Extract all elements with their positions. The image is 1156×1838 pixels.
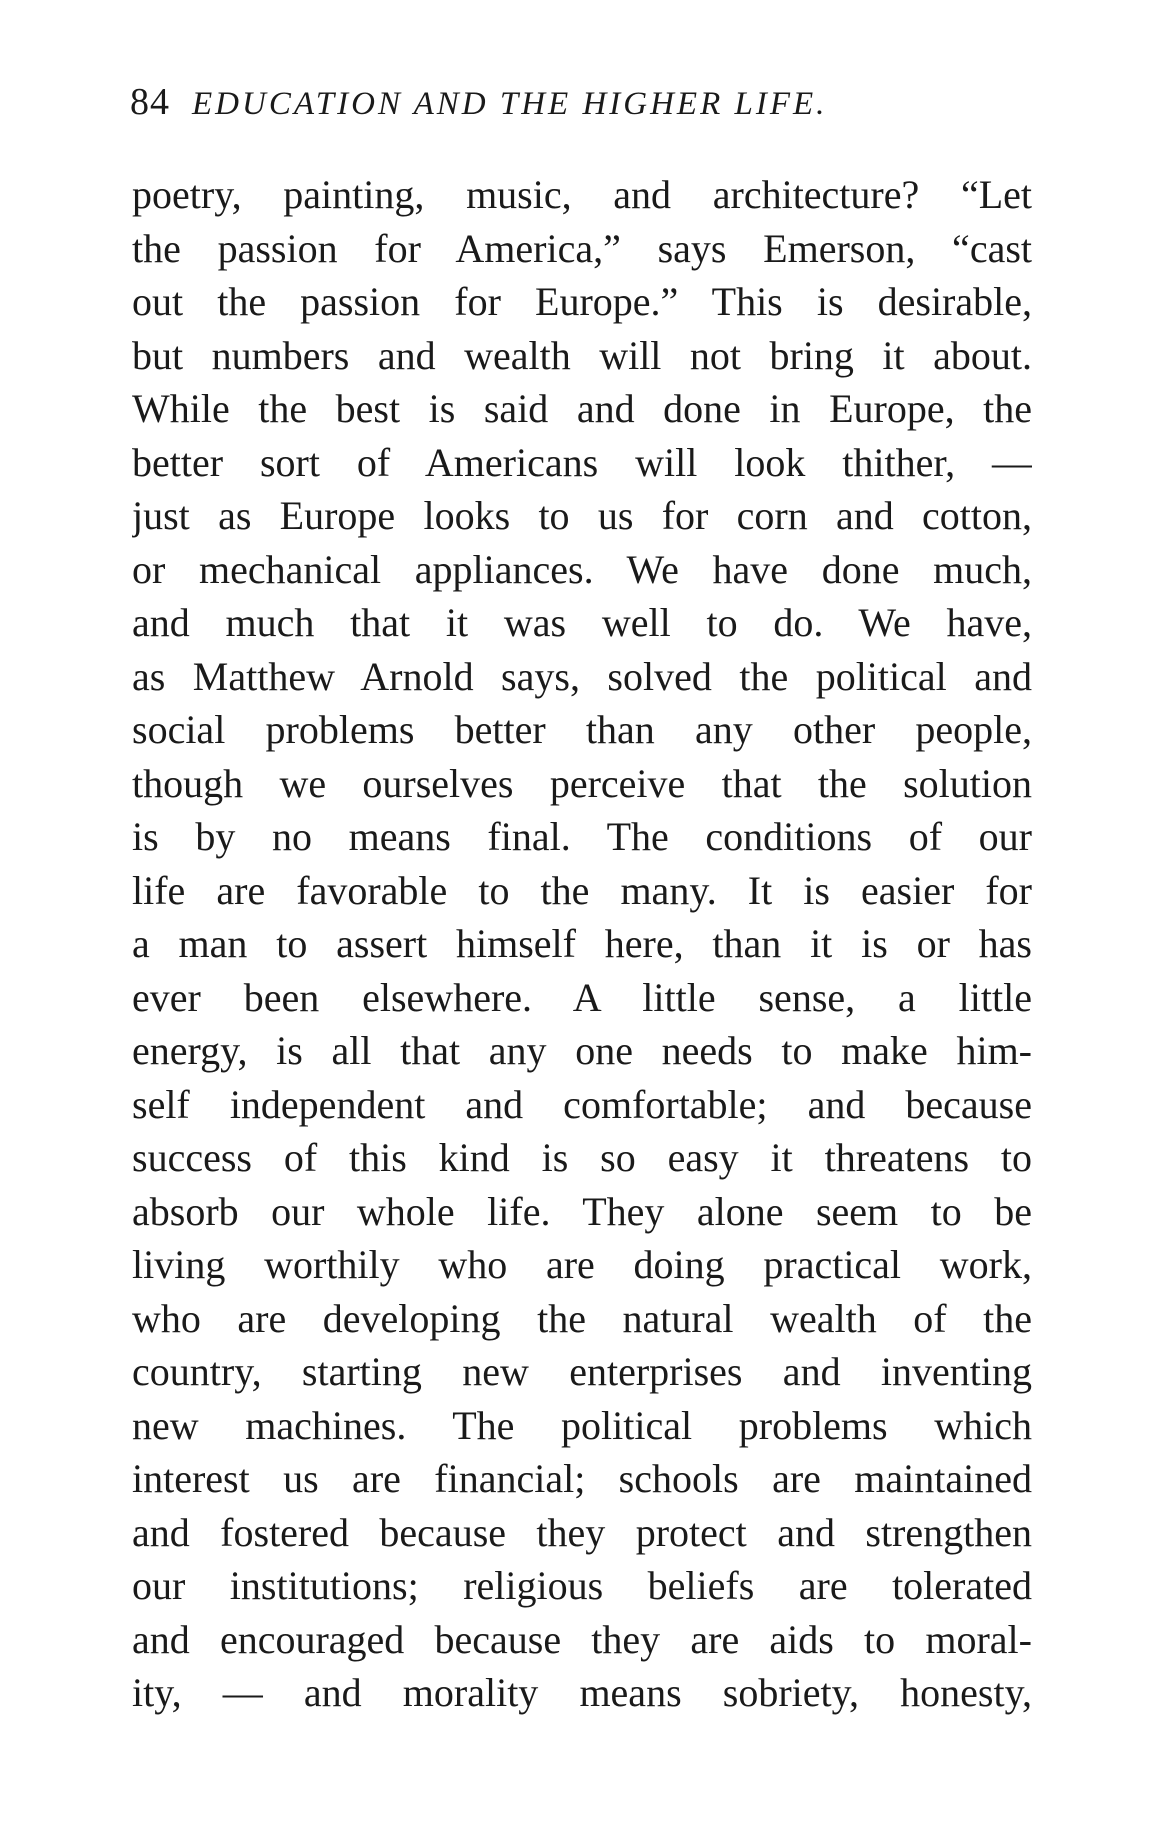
text-line: ever been elsewhere. A little sense, a little (132, 974, 1032, 1020)
text-line: country, starting new enterprises and inventing (132, 1349, 1032, 1394)
body-text (132, 168, 1032, 1720)
text-line: or mechanical appliances. We have done much, (132, 546, 1032, 592)
text-line: absorb our whole life. They alone seem to be (132, 1188, 1032, 1234)
text-line: social problems better than any other people, (132, 707, 1032, 752)
text-line: interest us are financial; schools are maintained (132, 1456, 1032, 1501)
running-title: EDUCATION AND THE HIGHER LIFE. (192, 86, 828, 122)
text-line: but numbers and wealth will not bring it about. (132, 332, 1032, 378)
text-line: out the passion for Europe.” This is desirable, (132, 279, 1032, 324)
text-line: living worthily who are doing practical work, (132, 1242, 1032, 1287)
text-line: energy, is all that any one needs to make him- (132, 1028, 1032, 1073)
text-line: While the best is said and done in Europe, the (132, 386, 1032, 431)
text-line: and encouraged because they are aids to moral- (132, 1616, 1032, 1662)
text-line: as Matthew Arnold says, solved the political and (132, 653, 1032, 699)
text-line: though we ourselves perceive that the solution (132, 760, 1032, 806)
text-line: success of this kind is so easy it threatens to (132, 1135, 1032, 1180)
text-line: who are developing the natural wealth of the (132, 1295, 1032, 1341)
text-line: and much that it was well to do. We have, (132, 600, 1032, 645)
text-line: our institutions; religious beliefs are tolerated (132, 1563, 1032, 1608)
text-line: new machines. The political problems which (132, 1402, 1032, 1448)
text-line: the passion for America,” says Emerson, “cast (132, 225, 1032, 271)
text-line: and fostered because they protect and strengthen (132, 1509, 1032, 1555)
text-line: ity, — and morality means sobriety, honesty, (132, 1670, 1032, 1715)
text-line: is by no means final. The conditions of our (132, 814, 1032, 859)
page-number: 84 (130, 81, 170, 123)
text-line: life are favorable to the many. It is easier for (132, 867, 1032, 913)
running-head (130, 80, 1030, 140)
text-line: self independent and comfortable; and because (132, 1081, 1032, 1127)
text-line: better sort of Americans will look thither, — (132, 439, 1032, 485)
text-line: a man to assert himself here, than it is or has (132, 921, 1032, 966)
text-line: just as Europe looks to us for corn and cotton, (132, 493, 1032, 538)
text-line: poetry, painting, music, and architecture? “Let (132, 172, 1032, 217)
